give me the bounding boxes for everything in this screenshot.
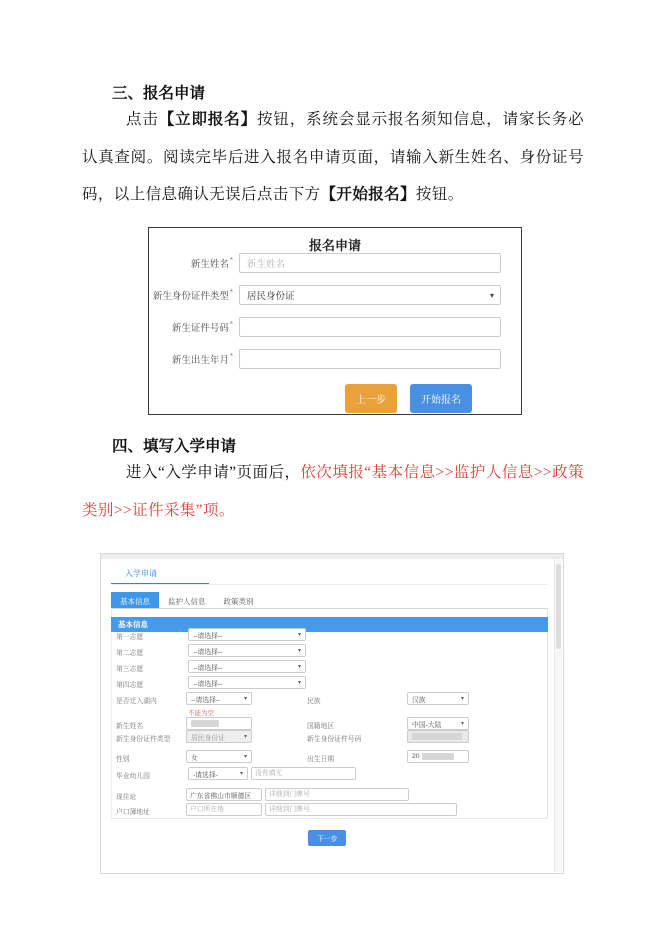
select-value: 中国-大陆	[412, 721, 442, 729]
hukou-region-input[interactable]	[186, 803, 262, 816]
transfer-select[interactable]	[186, 692, 252, 705]
start-register-button[interactable]: 开始报名	[410, 384, 472, 413]
hukou-detail-input[interactable]	[265, 803, 457, 816]
student-name-label: 新生姓名	[116, 723, 144, 730]
input-placeholder: 新生姓名	[247, 259, 286, 270]
chevron-down-icon: ▾	[297, 680, 301, 686]
hukou-address-label: 户口簿地址	[116, 809, 150, 816]
id-type-select[interactable]	[186, 730, 252, 743]
section-4-heading: 四、填写入学申请	[112, 438, 237, 455]
form-title: 报名申请	[308, 238, 361, 253]
label-text: 新生姓名	[190, 259, 229, 270]
select-value: 居民身份证	[191, 734, 225, 742]
kindergarten-label: 毕业幼儿园	[116, 773, 150, 780]
choice3-label: 第三志愿	[116, 666, 144, 673]
tab-guardian-info[interactable]: 监护人信息	[168, 597, 206, 606]
kindergarten-input[interactable]	[251, 767, 356, 780]
chevron-down-icon: ▾	[239, 771, 243, 777]
page-tab-enrollment[interactable]: 入学申请	[125, 569, 157, 578]
student-name-input[interactable]	[239, 253, 501, 273]
next-step-button[interactable]: 下一步	[308, 830, 346, 846]
id-type-label: 新生身份证件类型	[116, 736, 171, 743]
chevron-down-icon: ▾	[243, 696, 247, 702]
student-name-input[interactable]	[186, 717, 252, 730]
choice1-label: 第一志愿	[116, 634, 144, 641]
chevron-down-icon: ▾	[297, 664, 301, 670]
chevron-down-icon: ▾	[460, 721, 464, 727]
address-region-input[interactable]	[186, 788, 262, 801]
select-value: --请选择--	[193, 632, 223, 640]
ethnic-select[interactable]	[407, 692, 469, 705]
field-label	[149, 352, 233, 366]
divider	[111, 584, 548, 585]
chevron-down-icon: ▾	[297, 648, 301, 654]
chevron-down-icon: ▾	[297, 632, 301, 638]
form-buttons	[149, 384, 521, 413]
nationality-select[interactable]	[407, 717, 469, 730]
section-header-basic-info: 基本信息	[111, 617, 548, 632]
tab-policy-category[interactable]: 政策类别	[223, 597, 254, 606]
paragraph-text-red: 依次填报“基本信息>>监护人信息>>政策类别>>证件采集”项。	[82, 464, 584, 519]
choice2-label: 第二志愿	[116, 650, 144, 657]
scrollbar-thumb[interactable]	[556, 564, 561, 649]
gender-select[interactable]	[186, 750, 252, 763]
select-value: --请选择--	[193, 680, 223, 688]
birth-date-input[interactable]	[407, 750, 469, 763]
choice4-select[interactable]	[188, 676, 306, 689]
top-grey-strip	[101, 554, 563, 559]
bold-button-ref-start-register: 【开始报名】	[320, 186, 416, 203]
prev-step-button[interactable]: 上一步	[345, 384, 397, 413]
address-label: 现住址	[116, 794, 137, 801]
choice3-select[interactable]	[188, 660, 306, 673]
select-value: --请选择--	[193, 648, 223, 656]
select-value: --请选择--	[191, 696, 221, 704]
required-hint: 不能为空	[188, 710, 214, 717]
choice2-select[interactable]	[188, 644, 306, 657]
transfer-label: 是否迁入湖内	[116, 698, 157, 705]
chevron-down-icon: ▾	[460, 696, 464, 702]
bold-button-ref-register-now: 【立即报名】	[158, 111, 257, 128]
select-value: -请选择-	[193, 771, 218, 779]
birth-date-prefix: 20	[412, 753, 420, 760]
field-label	[149, 320, 233, 334]
required-mark: *	[229, 320, 233, 329]
id-number-label: 新生身份证件号码	[307, 736, 362, 743]
chevron-down-icon: ▾	[243, 734, 247, 740]
choice1-select[interactable]	[188, 628, 306, 641]
panel-frame	[111, 609, 548, 818]
redacted-value	[191, 720, 219, 727]
form-row-name	[149, 252, 521, 274]
id-number-input[interactable]	[407, 730, 469, 743]
select-value: 女	[191, 754, 198, 762]
paragraph-text: 点击	[126, 111, 159, 128]
select-value: --请选择--	[193, 664, 223, 672]
form-row-id-type	[149, 284, 521, 306]
paragraph-text: 按钮。	[415, 186, 464, 203]
redacted-value	[422, 753, 454, 760]
section-3-heading: 三、报名申请	[112, 85, 206, 102]
label-text: 新生出生年月	[171, 355, 229, 366]
gender-label: 性别	[116, 756, 130, 763]
required-mark: *	[229, 352, 233, 361]
field-label	[149, 256, 233, 270]
ethnic-label: 民族	[307, 698, 321, 705]
id-type-select[interactable]	[239, 285, 501, 305]
paragraph-text: 按钮，系统会显示报名须知信息，请家长务必认真查阅。阅读完毕后进入报名申请页面，请输入新生姓名、身份证号码，以上信息确认无误后点击下方	[82, 111, 584, 203]
section-4-paragraph	[82, 454, 584, 529]
form-row-id-number	[149, 316, 521, 338]
chevron-down-icon: ▾	[489, 290, 494, 300]
section-3-paragraph	[82, 101, 584, 214]
id-number-input[interactable]	[239, 317, 501, 337]
choice4-label: 第四志愿	[116, 682, 144, 689]
label-text: 新生证件号码	[171, 323, 229, 334]
nationality-label: 国籍地区	[307, 723, 335, 730]
redacted-value	[412, 733, 462, 740]
paragraph-text: 进入“入学申请”页面后，	[126, 464, 301, 481]
label-text: 新生身份证件类型	[152, 291, 229, 302]
tab-bar	[111, 592, 263, 608]
select-value: 居民身份证	[247, 291, 295, 302]
select-value: 汉族	[412, 696, 426, 704]
birth-date-input[interactable]	[239, 349, 501, 369]
registration-form-screenshot	[148, 227, 522, 415]
divider	[111, 818, 548, 819]
form-row-birth-date	[149, 348, 521, 370]
chevron-down-icon: ▾	[243, 754, 247, 760]
tab-basic-info[interactable]: 基本信息	[111, 592, 159, 608]
enrollment-form-screenshot	[100, 553, 564, 874]
field-label	[149, 288, 233, 302]
required-mark: *	[179, 630, 182, 637]
birth-date-label: 出生日期	[307, 756, 335, 763]
required-mark: *	[229, 256, 233, 265]
address-detail-input[interactable]	[265, 788, 409, 801]
kindergarten-select[interactable]	[188, 767, 248, 780]
required-mark: *	[229, 288, 233, 297]
